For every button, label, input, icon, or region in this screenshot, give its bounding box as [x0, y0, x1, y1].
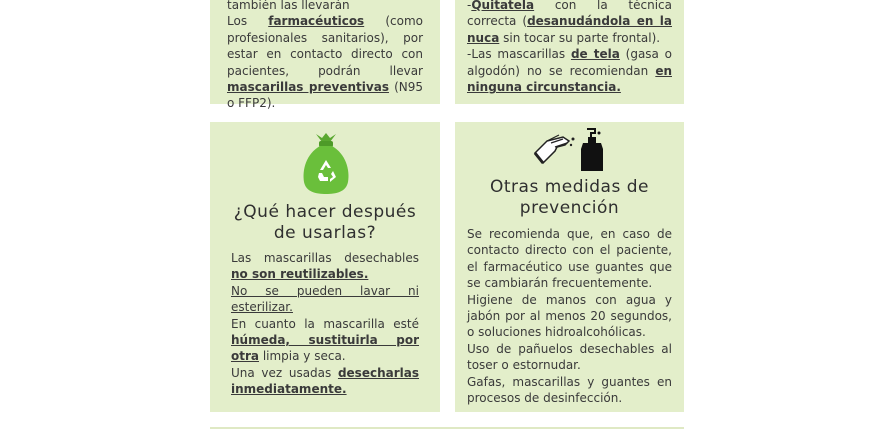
emphasis-text: desecharlas inmediatamente. — [231, 365, 419, 397]
prevention-title: Otras medidas de prevención — [490, 177, 649, 218]
masks-usage-text — [227, 0, 423, 112]
emphasis-text: mascarillas preventivas — [227, 80, 389, 95]
emphasis-text: Quitatela — [471, 0, 535, 12]
line-text: también las llevarán — [227, 0, 350, 12]
disposal-card — [210, 122, 440, 412]
paragraph: Se recomienda que, en caso de contacto directo con el paciente, el farmacéutico use guantes que se cambiarán frecuentemente. — [467, 227, 672, 291]
emphasis-text: húmeda, sustituirla por otra — [231, 333, 419, 364]
disposal-title: ¿Qué hacer después de usarlas? — [233, 202, 417, 243]
glove-soap-icon — [533, 127, 609, 173]
emphasis-text: no son reutilizables. — [231, 267, 369, 282]
bottom-divider — [210, 427, 684, 429]
prevention-text — [467, 226, 672, 406]
text-segment: Las mascarillas desechables — [231, 251, 419, 265]
text-segment: (como profesionales sanitarios), por estar en contacto directo con pacientes, podrán llevar — [227, 14, 423, 78]
prevention-card — [455, 122, 684, 412]
emphasis-text: de tela — [570, 47, 620, 62]
text-segment: limpia y seca. — [262, 349, 346, 364]
emphasis-text: en ninguna circunstancia. — [467, 63, 672, 95]
text-segment: (gasa o algodón) no se recomiendan — [467, 47, 672, 78]
emphasis-text: No se pueden lavar ni esterilizar. — [231, 283, 419, 315]
paragraph: Higiene de manos con agua y jabón por al menos 20 segundos, o soluciones hidroalcohólicas. — [467, 292, 672, 340]
text-segment: Una vez usadas — [231, 365, 332, 380]
mask-removal-text — [467, 0, 672, 95]
text-segment: Los — [227, 14, 248, 29]
text-segment: En cuanto la mascarilla esté — [231, 316, 419, 331]
emphasis-text: farmacéuticos — [268, 14, 365, 29]
disposal-text — [231, 250, 419, 398]
mask-removal-card — [455, 0, 684, 104]
text-segment: sin tocar su parte frontal). — [503, 30, 661, 45]
paragraph: Gafas, mascarillas y guantes en procesos de desinfección. — [467, 374, 672, 406]
paragraph: Uso de pañuelos desechables al toser o estornudar. — [467, 341, 672, 373]
text-segment: - — [467, 0, 472, 12]
recycle-bag-icon — [300, 130, 352, 196]
text-segment: (N95 o FFP2). — [227, 80, 423, 111]
text-segment: con la técnica correcta ( — [467, 0, 672, 29]
emphasis-text: desanudándola en la nuca — [467, 14, 673, 45]
masks-usage-card — [210, 0, 440, 111]
text-segment: -Las mascarillas — [467, 47, 566, 62]
